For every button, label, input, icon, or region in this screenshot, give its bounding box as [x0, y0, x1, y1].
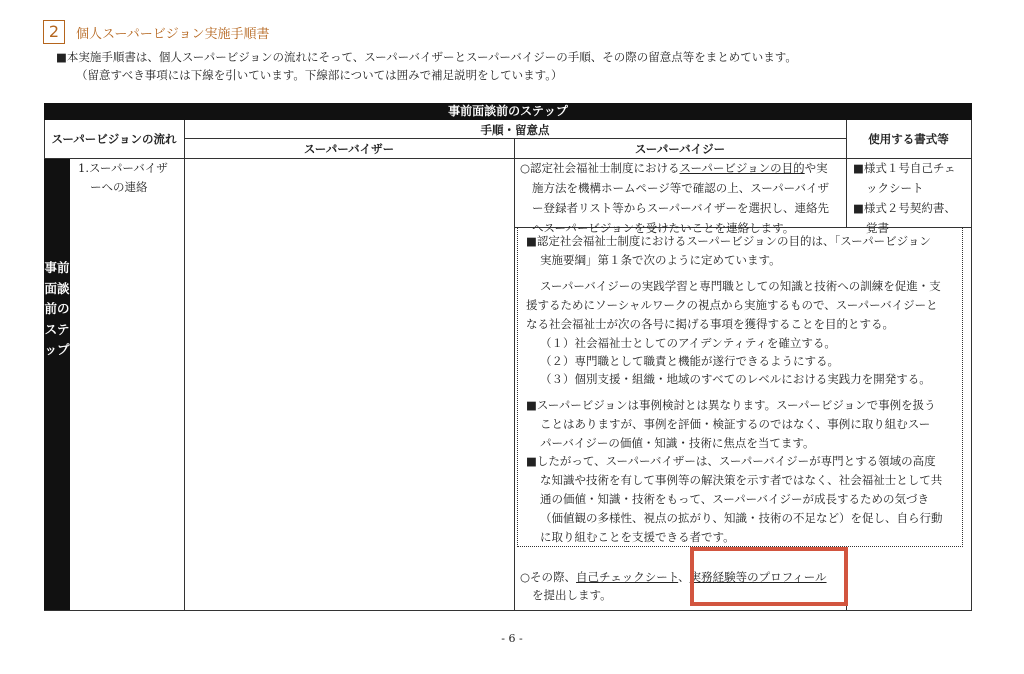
- note-p3-line-2: ことはありますが、事例を評価・検証するのではなく、事例に取り組むスー: [540, 417, 931, 431]
- note-p4-line-5: に取り組むことを支援できる者です。: [540, 530, 735, 544]
- note-p4-line-3: 通の価値・知識・技術をもって、スーパーバイジーが成長するための気づき: [540, 492, 930, 506]
- table-border-right: [971, 120, 972, 611]
- intro-line-2: （留意すべき事項には下線を引いています。下線部については囲みで補足説明をしています。）: [76, 68, 563, 82]
- section-title: 個人スーパービジョン実施手順書: [76, 27, 270, 42]
- side-label: 事前面談前のステップ: [44, 260, 70, 357]
- supervisee-step-line-3: ー登録者リスト等からスーパーバイザーを選択し、連絡先: [532, 201, 830, 215]
- note-p2-line-3: なる社会福祉士が次の各号に掲げる事項を獲得することを目的とする。: [526, 317, 894, 331]
- note-p4-line-2: な知識や技術を有して事例等の解決策を示す者ではなく、社会福祉士として共: [540, 473, 943, 487]
- header-forms: 使用する書式等: [868, 132, 949, 146]
- note-p2-line-2: 援するためにソーシャルワークの視点から実施するもので、スーパーバイジーと: [526, 298, 938, 312]
- header-flow: スーパービジョンの流れ: [51, 132, 177, 146]
- section-number: 2: [43, 20, 65, 44]
- note-p1-line-1: ■認定社会福祉士制度におけるスーパービジョンの目的は、「スーパービジョン: [526, 234, 931, 248]
- form-item-1-line-1: ■様式１号自己チェ: [853, 161, 956, 175]
- header-supervisor: スーパーバイザー: [303, 142, 395, 156]
- table-divider-roles: [514, 139, 515, 611]
- intro-line-1: ■本実施手順書は、個人スーパービジョンの流れにそって、スーパーバイザーとスーパーバイジーの手順、その際の留意点等をまとめています。: [56, 50, 797, 64]
- side-label-bar: [44, 159, 70, 610]
- form-item-2-line-1: ■様式２号契約書、: [853, 201, 956, 215]
- highlight-annotation-box: [690, 547, 848, 606]
- note-p3-line-3: パーバイジーの価値・知識・技術に焦点を当てます。: [540, 436, 815, 450]
- underline-experience-profile: 実務経験等のプロフィール: [689, 570, 827, 584]
- supervisee-step-line-1: ○認定社会福祉士制度におけるスーパービジョンの目的や実: [520, 161, 828, 175]
- note-item-1: （１）社会福祉士としてのアイデンティティを確立する。: [540, 336, 836, 350]
- table-header-bottom: [44, 158, 972, 159]
- note-p4-line-1: ■したがって、スーパーバイザーは、スーパーバイジーが専門とする領域の高度: [526, 454, 936, 468]
- underline-sv-purpose: スーパービジョンの目的: [679, 161, 805, 175]
- note-p1-line-2: 実施要綱」第１条で次のように定めています。: [540, 253, 781, 267]
- supervisee-step-line-4: へスーパービジョンを受けたいことを連絡します。: [532, 221, 795, 235]
- note-p3-line-1: ■スーパービジョンは事例検討とは異なります。スーパービジョンで事例を扱う: [526, 398, 936, 412]
- header-procedure: 手順・留意点: [480, 123, 550, 137]
- page-number: - 6 -: [501, 632, 523, 645]
- header-supervisee: スーパーバイジー: [634, 142, 726, 156]
- flow-step-line-2: ーへの連絡: [90, 180, 148, 194]
- note-item-3: （３）個別支援・組織・地域のすべてのレベルにおける実践力を開発する。: [540, 372, 931, 386]
- supervisee-submit-line-2: を提出します。: [532, 588, 612, 602]
- note-p4-line-4: （価値観の多様性、視点の拡がり、知識・技術の不足など）を促し、自ら行動: [540, 511, 943, 525]
- supervisee-submit-line-1: ○その際、自己チェックシート、実務経験等のプロフィール: [520, 570, 827, 584]
- table-band-title: 事前面談前のステップ: [44, 103, 972, 120]
- note-p2-line-1: スーパーバイジーの実践学習と専門職としての知識と技術への訓練を促進・支: [540, 279, 941, 293]
- flow-step-line-1: 1.スーパーバイザ: [78, 161, 168, 175]
- table-subheader-line: [184, 138, 846, 139]
- underline-self-check-sheet: 自己チェックシート: [576, 570, 679, 584]
- supervisee-step-line-2: 施方法を機構ホームページ等で確認の上、スーパーバイザ: [532, 181, 830, 195]
- form-item-1-line-2: ックシート: [866, 181, 924, 195]
- form-item-2-line-2: 覚書: [866, 221, 889, 235]
- table-divider-flow: [184, 120, 185, 611]
- note-item-2: （２）専門職として職責と機能が遂行できるようにする。: [540, 354, 839, 368]
